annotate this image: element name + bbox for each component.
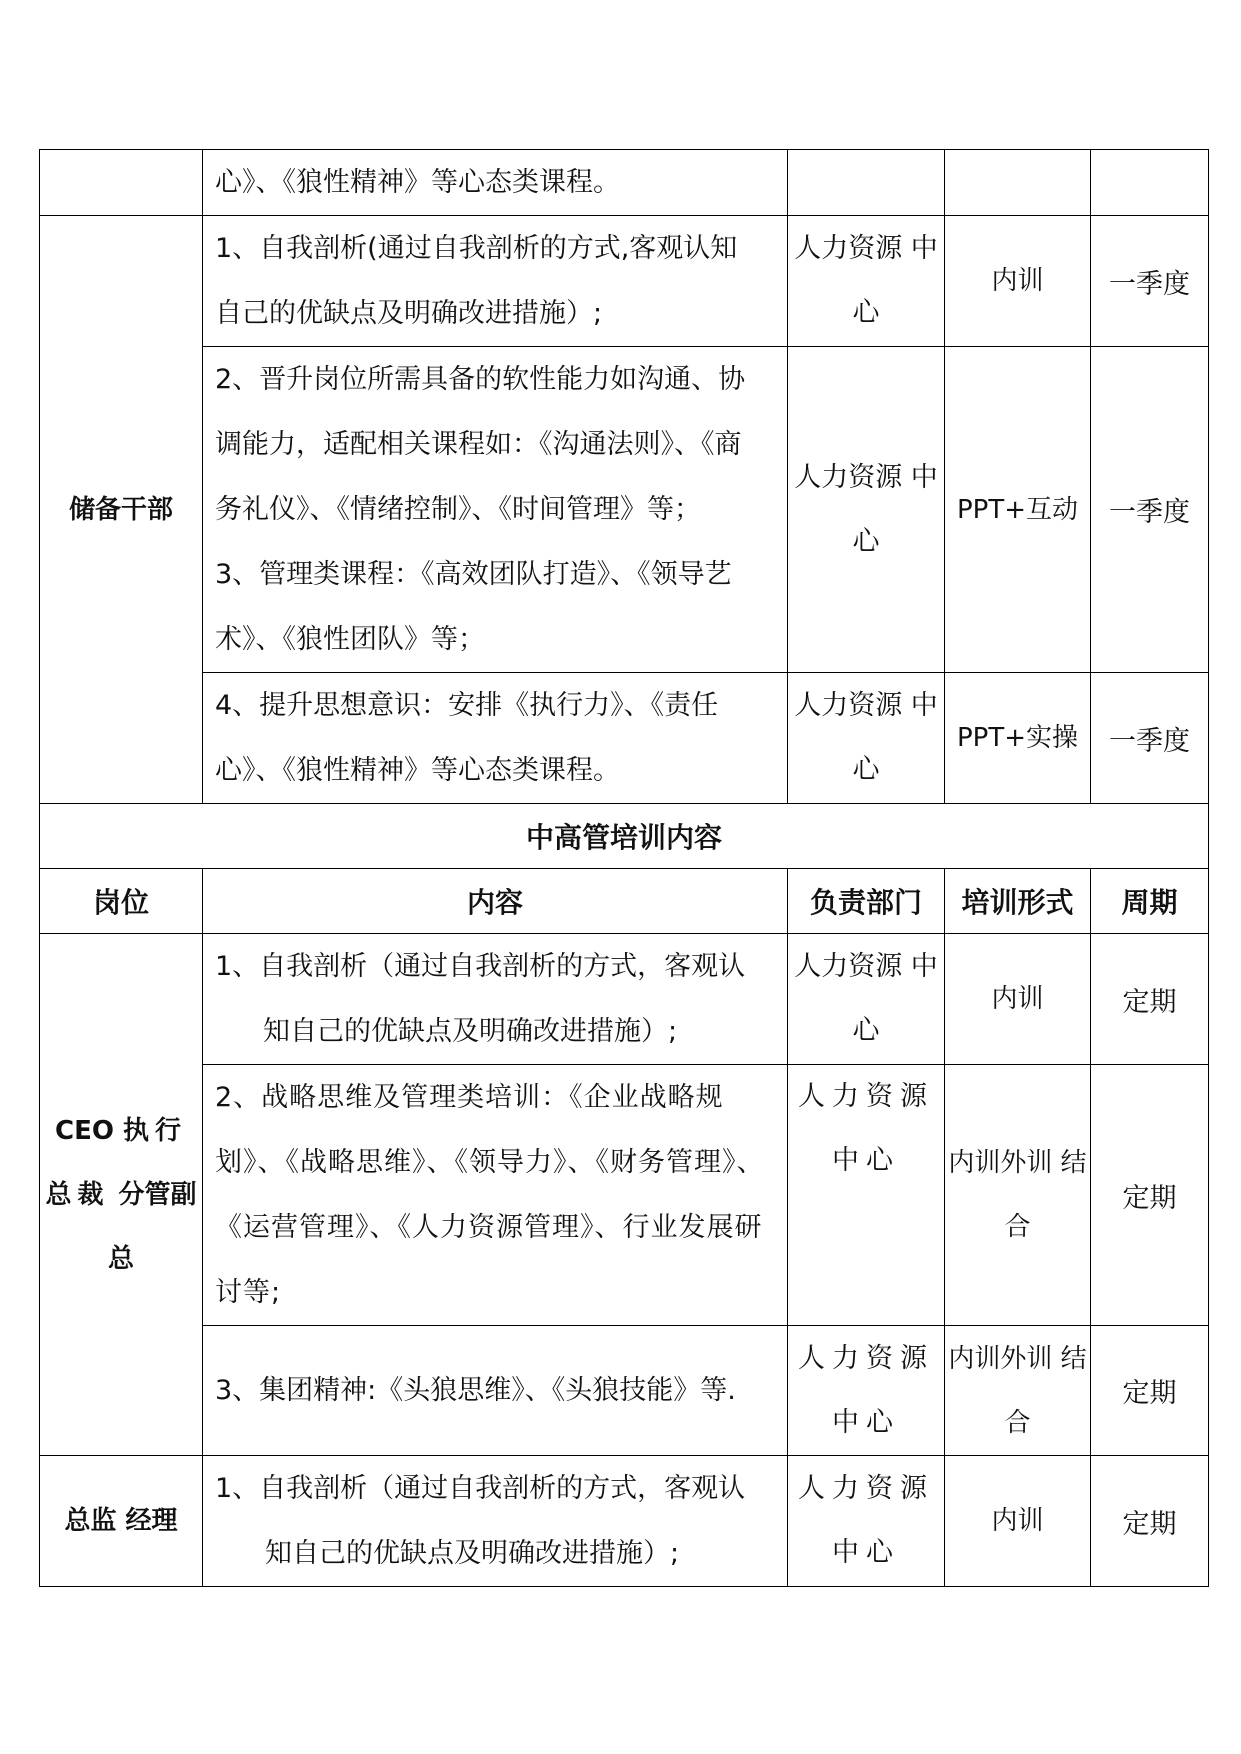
content-cell: 2、战略思维及管理类培训：《企业战略规 划》、《战略思维》、《领导力》、《财务管理》、 《运营管理》、《人力资源管理》、行业发展研 讨等; <box>203 1065 788 1326</box>
table-row <box>40 1456 1209 1587</box>
content-cell: 4、提升思想意识：安排《执行力》、《责任 心》、《狼性精神》等心态类课程。 <box>203 673 788 804</box>
section-title: 中高管培训内容 <box>40 804 1209 869</box>
dept-cell: 人力资源 中心 <box>788 347 945 673</box>
period-cell: 一季度 <box>1091 347 1209 673</box>
dept-cell: 人力资源 中心 <box>788 1326 945 1456</box>
form-cell: PPT+实操 <box>945 673 1091 804</box>
period-cell: 一季度 <box>1091 673 1209 804</box>
table-row <box>40 673 1209 804</box>
content-cell: 1、自我剖析(通过自我剖析的方式,客观认知 自己的优缺点及明确改进措施）; <box>203 216 788 347</box>
header-form: 培训形式 <box>945 869 1091 934</box>
table-row <box>40 150 1209 216</box>
content-cell: 心》、《狼性精神》等心态类课程。 <box>203 150 788 216</box>
period-cell: 定期 <box>1091 1456 1209 1587</box>
content-cell: 1、自我剖析（通过自我剖析的方式，客观认 知自己的优缺点及明确改进措施）; <box>203 934 788 1065</box>
form-cell: PPT+互动 <box>945 347 1091 673</box>
dept-cell: 人力资源 中心 <box>788 673 945 804</box>
table-row <box>40 934 1209 1065</box>
form-cell: 内训 <box>945 216 1091 347</box>
section-row <box>40 804 1209 869</box>
position-cell: 总监 经理 <box>40 1456 203 1587</box>
content-cell: 3、集团精神:《头狼思维》、《头狼技能》等. <box>203 1326 788 1456</box>
dept-cell: 人力资源 中心 <box>788 1456 945 1587</box>
form-cell: 内训外训 结合 <box>945 1326 1091 1456</box>
period-cell: 一季度 <box>1091 216 1209 347</box>
period-cell <box>1091 150 1209 216</box>
table-row <box>40 1065 1209 1326</box>
dept-cell <box>788 150 945 216</box>
form-cell: 内训 <box>945 934 1091 1065</box>
header-position: 岗位 <box>40 869 203 934</box>
position-cell <box>40 150 203 216</box>
header-content: 内容 <box>203 869 788 934</box>
period-cell: 定期 <box>1091 1065 1209 1326</box>
training-table <box>39 149 1209 1587</box>
dept-cell: 人力资源 中心 <box>788 934 945 1065</box>
header-row <box>40 869 1209 934</box>
position-cell: 储备干部 <box>40 216 203 804</box>
form-cell: 内训 <box>945 1456 1091 1587</box>
table-row <box>40 216 1209 347</box>
dept-cell: 人力资源 中心 <box>788 216 945 347</box>
table-row <box>40 1326 1209 1456</box>
content-cell: 2、晋升岗位所需具备的软性能力如沟通、协 调能力，适配相关课程如：《沟通法则》、《商 务礼仪》、《情绪控制》、《时间管理》等； 3、管理类课程：《高效团队打造》、《领导艺 术》、《狼性团队》等； <box>203 347 788 673</box>
dept-cell: 人力资源 中心 <box>788 1065 945 1326</box>
content-cell: 1、自我剖析（通过自我剖析的方式，客观认 知自己的优缺点及明确改进措施）; <box>203 1456 788 1587</box>
form-cell <box>945 150 1091 216</box>
period-cell: 定期 <box>1091 934 1209 1065</box>
table-row <box>40 347 1209 673</box>
header-dept: 负责部门 <box>788 869 945 934</box>
position-cell: CEO 执行总裁 分管副总 <box>40 934 203 1456</box>
header-period: 周期 <box>1091 869 1209 934</box>
period-cell: 定期 <box>1091 1326 1209 1456</box>
form-cell: 内训外训 结合 <box>945 1065 1091 1326</box>
